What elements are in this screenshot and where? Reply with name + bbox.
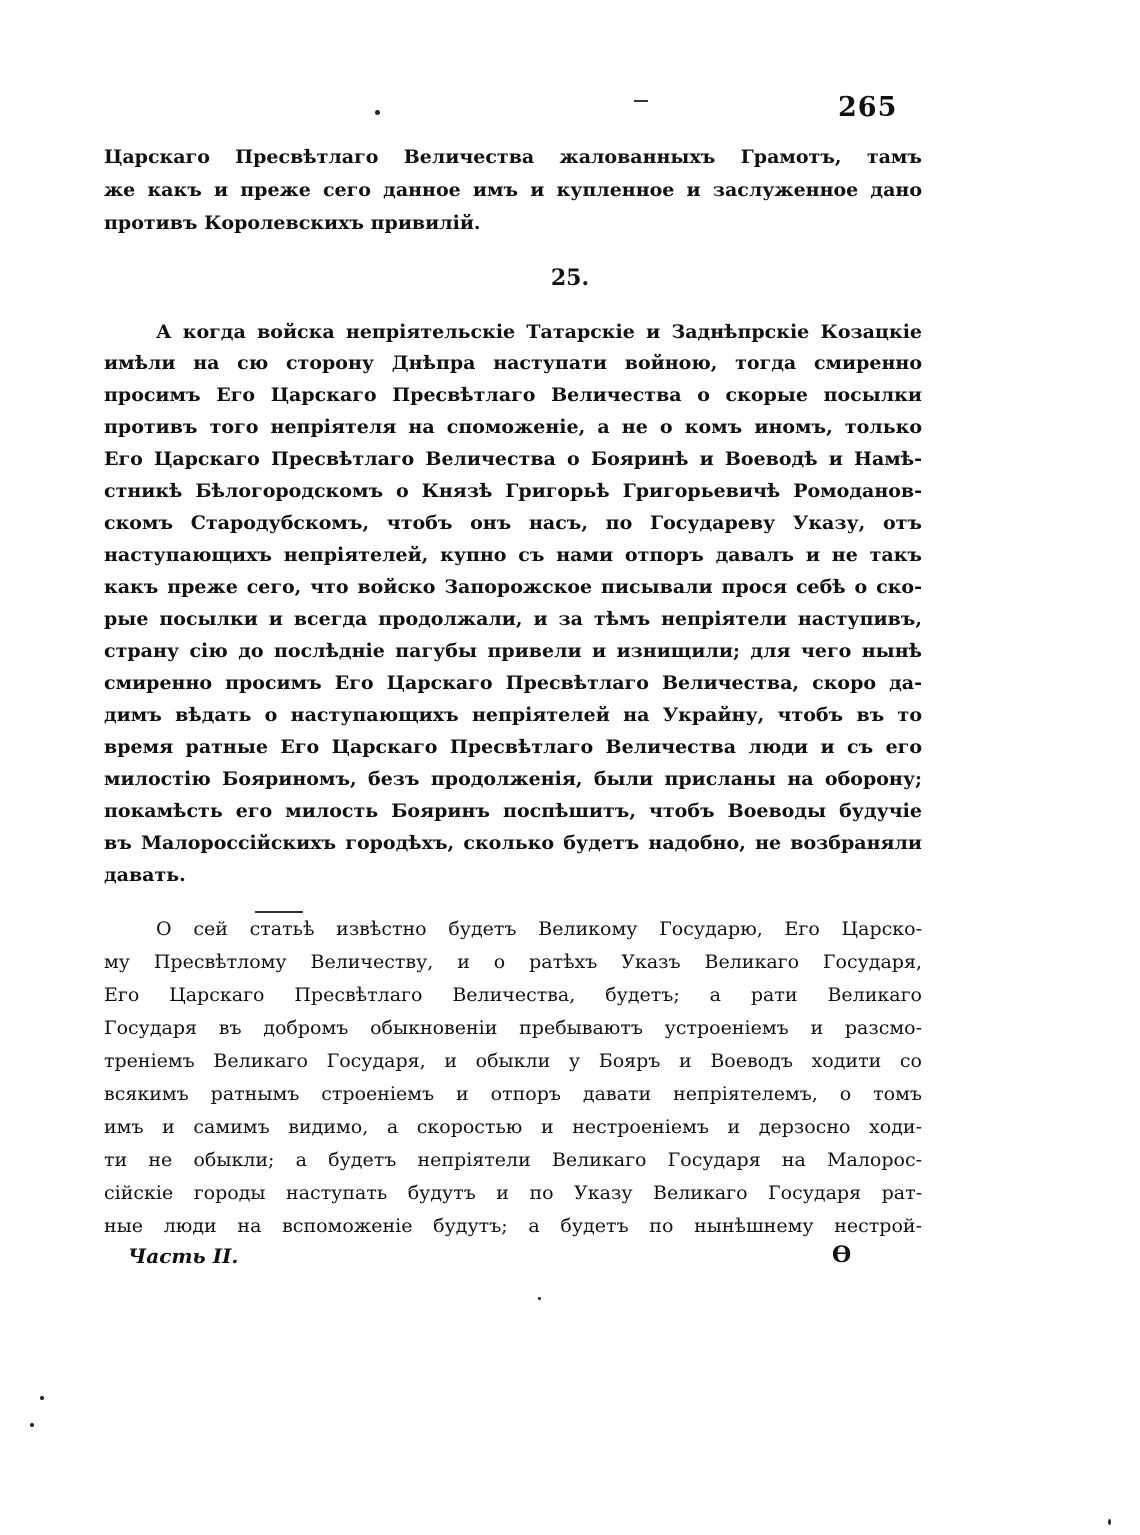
text-line: треніемъ Великаго Государя, и обыкли у Бояръ и Воеводъ ходити со [104,1050,922,1072]
text-line: ти не обыкли; а будетъ непріятели Великаго Государя на Малорос- [104,1149,922,1171]
text-line: милостію Бояриномъ, безъ продолженія, были присланы на оборону; [104,768,922,790]
text-line: рые посылки и всегда продолжали, и за тѣмъ непріятели наступивъ, [104,608,922,630]
text-line: му Пресвѣтлому Величеству, и о ратѣхъ Указъ Великаго Государя, [104,951,922,973]
sheet-mark: Ѳ [832,1242,852,1268]
text-line: сійскіе городы наступать будутъ и по Указу Великаго Государя рат- [104,1182,922,1204]
scan-speck [375,110,380,115]
text-line: Его Царскаго Пресвѣтлаго Величества, будетъ; а рати Великаго [104,984,922,1006]
text-line: стникѣ Бѣлогородскомъ о Князѣ Григорьѣ Григорьевичѣ Ромоданов- [104,480,922,502]
text-line: противъ Королевскихъ привилій. [104,212,481,234]
text-line: какъ преже сего, что войско Запорожское писывали прося себѣ о ско- [104,576,922,598]
section-number: 25. [550,265,590,291]
text-line: имъ и самимъ видимо, а скоростью и нестроеніемъ и дерзосно ходи- [104,1116,922,1138]
text-line: же какъ и преже сего данное имъ и купленное и заслуженное дано [104,179,922,201]
text-line: А когда войска непріятельскіе Татарскіе и Заднѣпрскіе Козацкіе [156,321,922,343]
footer-signature: Часть II. [128,1244,239,1268]
text-line: покамѣсть его милость Бояринъ поспѣшитъ, чтобъ Воеводы будучіе [104,800,922,822]
scan-speck [30,1423,34,1427]
text-line: смиренно просимъ Его Царскаго Пресвѣтлаго Величества, скоро да- [104,672,922,694]
page-number: 265 [838,92,898,123]
text-line: въ Малороссійскихъ городѣхъ, сколько будетъ надобно, не возбраняли [104,832,922,854]
text-line: всякимъ ратнымъ строеніемъ и отпоръ давати непріятелемъ, о томъ [104,1083,922,1105]
text-line: Его Царскаго Пресвѣтлаго Величества о Бояринѣ и Воеводѣ и Намѣ- [104,448,922,470]
scan-speck [538,1297,541,1300]
text-line: просимъ Его Царскаго Пресвѣтлаго Величества о скорые посылки [104,384,922,406]
text-line: ные люди на вспоможеніе будутъ; а будетъ по нынѣшнему нестрой- [104,1215,922,1237]
text-line: имѣли на сю сторону Днѣпра наступати войною, тогда смиренно [104,352,922,374]
scan-speck [634,100,648,102]
text-line: димъ вѣдать о наступающихъ непріятелей на Украйну, чтобъ въ то [104,704,922,726]
text-line: давать. [104,864,186,886]
text-line: наступающихъ непріятелей, купно съ нами отпоръ давалъ и не такъ [104,544,922,566]
text-line: О сей статьѣ извѣстно будетъ Великому Государю, Его Царско- [156,918,922,940]
scan-speck [255,911,303,913]
scan-speck [1108,1519,1111,1525]
text-line: Государя въ добромъ обыкновеніи пребываютъ устроеніемъ и разсмо- [104,1017,922,1039]
text-line: Царскаго Пресвѣтлаго Величества жалованныхъ Грамотъ, тамъ [104,146,922,168]
scan-speck [40,1396,44,1400]
text-line: время ратные Его Царскаго Пресвѣтлаго Величества люди и съ его [104,736,922,758]
text-line: страну сію до послѣдніе пагубы привели и изнищили; для чего нынѣ [104,640,922,662]
text-line: скомъ Стародубскомъ, чтобъ онъ насъ, по Государеву Указу, отъ [104,512,922,534]
text-line: противъ того непріятеля на споможеніе, а не о комъ иномъ, только [104,416,922,438]
